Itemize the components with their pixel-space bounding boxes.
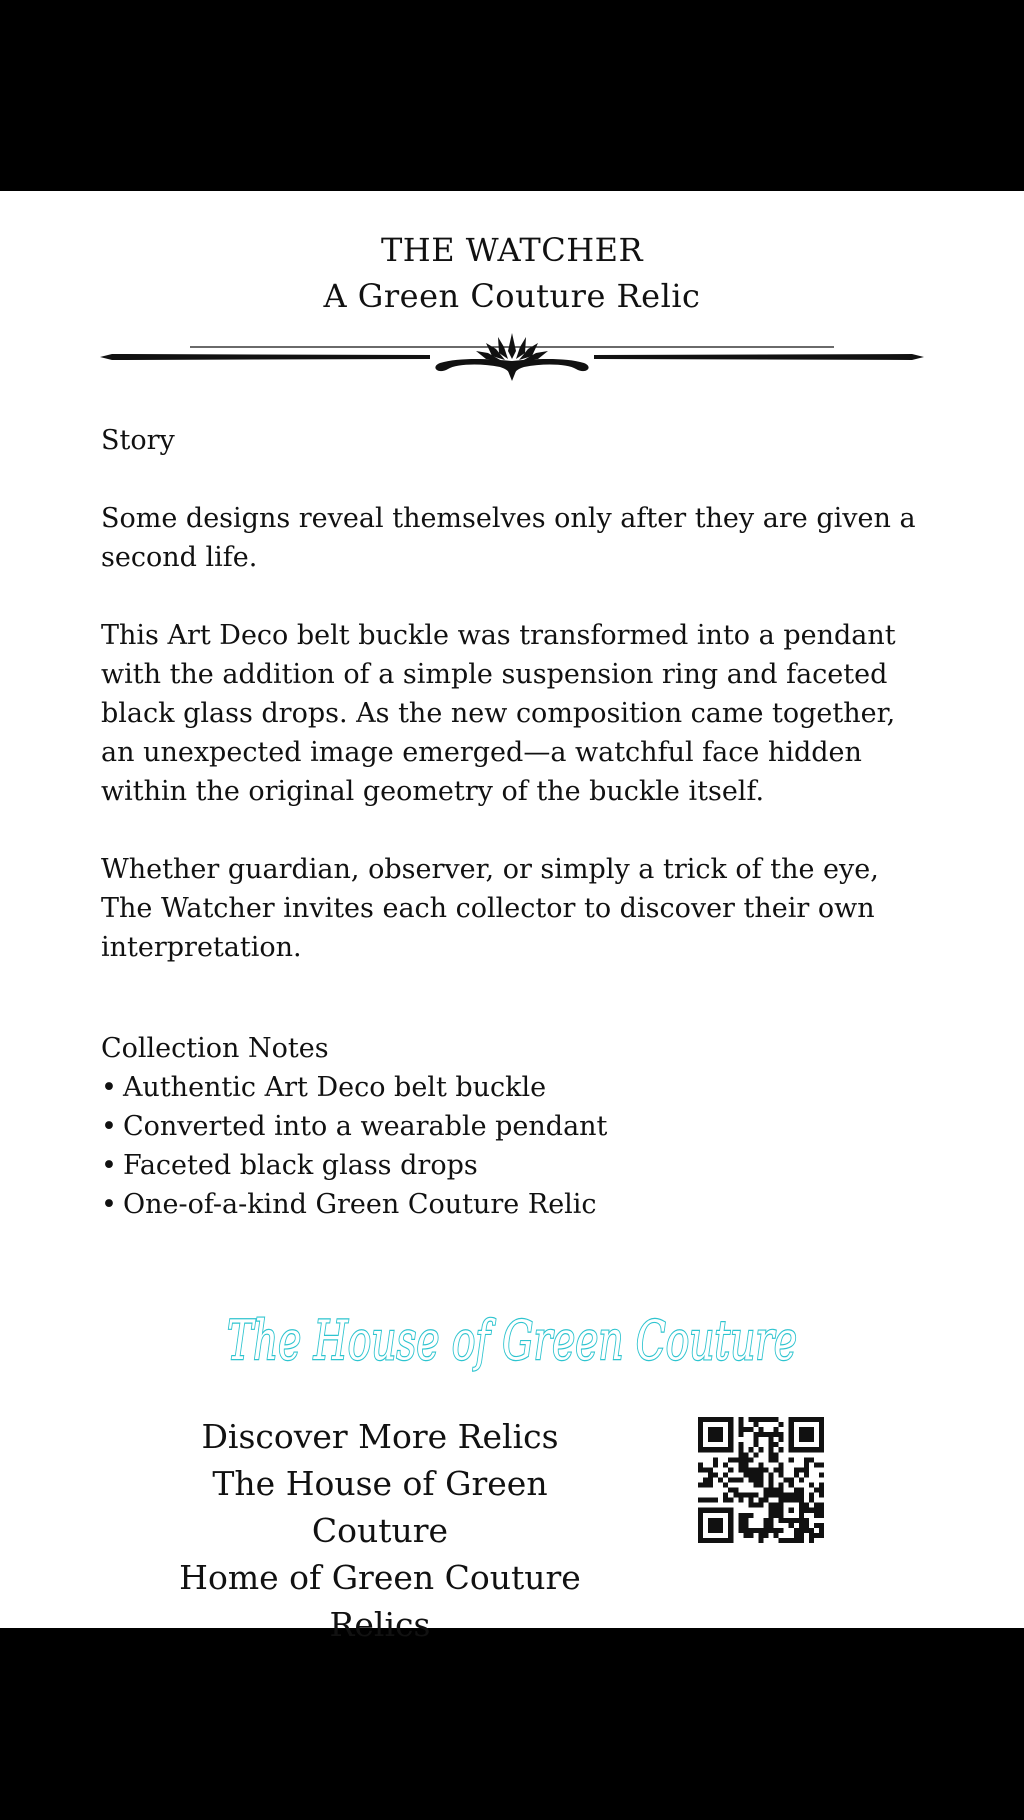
subtitle-line: A Green Couture Relic [323, 277, 701, 315]
list-item: • Converted into a wearable pendant [101, 1107, 931, 1146]
page-title [0, 227, 1024, 319]
story-paragraph: This Art Deco belt buckle was transformed into a pendant with the addition of a simple suspension ring and faceted black glass drops. As the new composition came together, an unexpected image emerged—a watchful face hidden within the original geometry of the buckle itself. [101, 620, 896, 807]
brand-logo [0, 1301, 1024, 1381]
story-paragraph: Some designs reveal themselves only after they are given a second life. [101, 503, 916, 573]
qr-code-icon[interactable] [698, 1417, 824, 1543]
notes-list [101, 1068, 931, 1224]
list-item: • Authentic Art Deco belt buckle [101, 1068, 931, 1107]
svg-text:The House of Green Couture: The House of Green Couture [227, 1309, 797, 1372]
footer-line[interactable]: Discover More Relics [201, 1417, 559, 1456]
story-paragraph: Whether guardian, observer, or simply a trick of the eye, The Watcher invites each collector to discover their own interpretation. [101, 854, 879, 963]
story-heading: Story [101, 425, 175, 456]
art-deco-divider-icon [100, 331, 924, 391]
footer-line[interactable]: Home of Green Couture Relics [179, 1558, 581, 1644]
relic-card [0, 191, 1024, 1644]
collection-notes [101, 1029, 931, 1224]
footer-line[interactable]: The House of Green Couture [212, 1464, 548, 1550]
list-item: • Faceted black glass drops [101, 1146, 931, 1185]
footer-links [140, 1413, 620, 1648]
notes-heading: Collection Notes [101, 1033, 329, 1064]
list-item: • One-of-a-kind Green Couture Relic [101, 1185, 931, 1224]
title-line: THE WATCHER [380, 231, 644, 269]
story-section [101, 421, 931, 967]
